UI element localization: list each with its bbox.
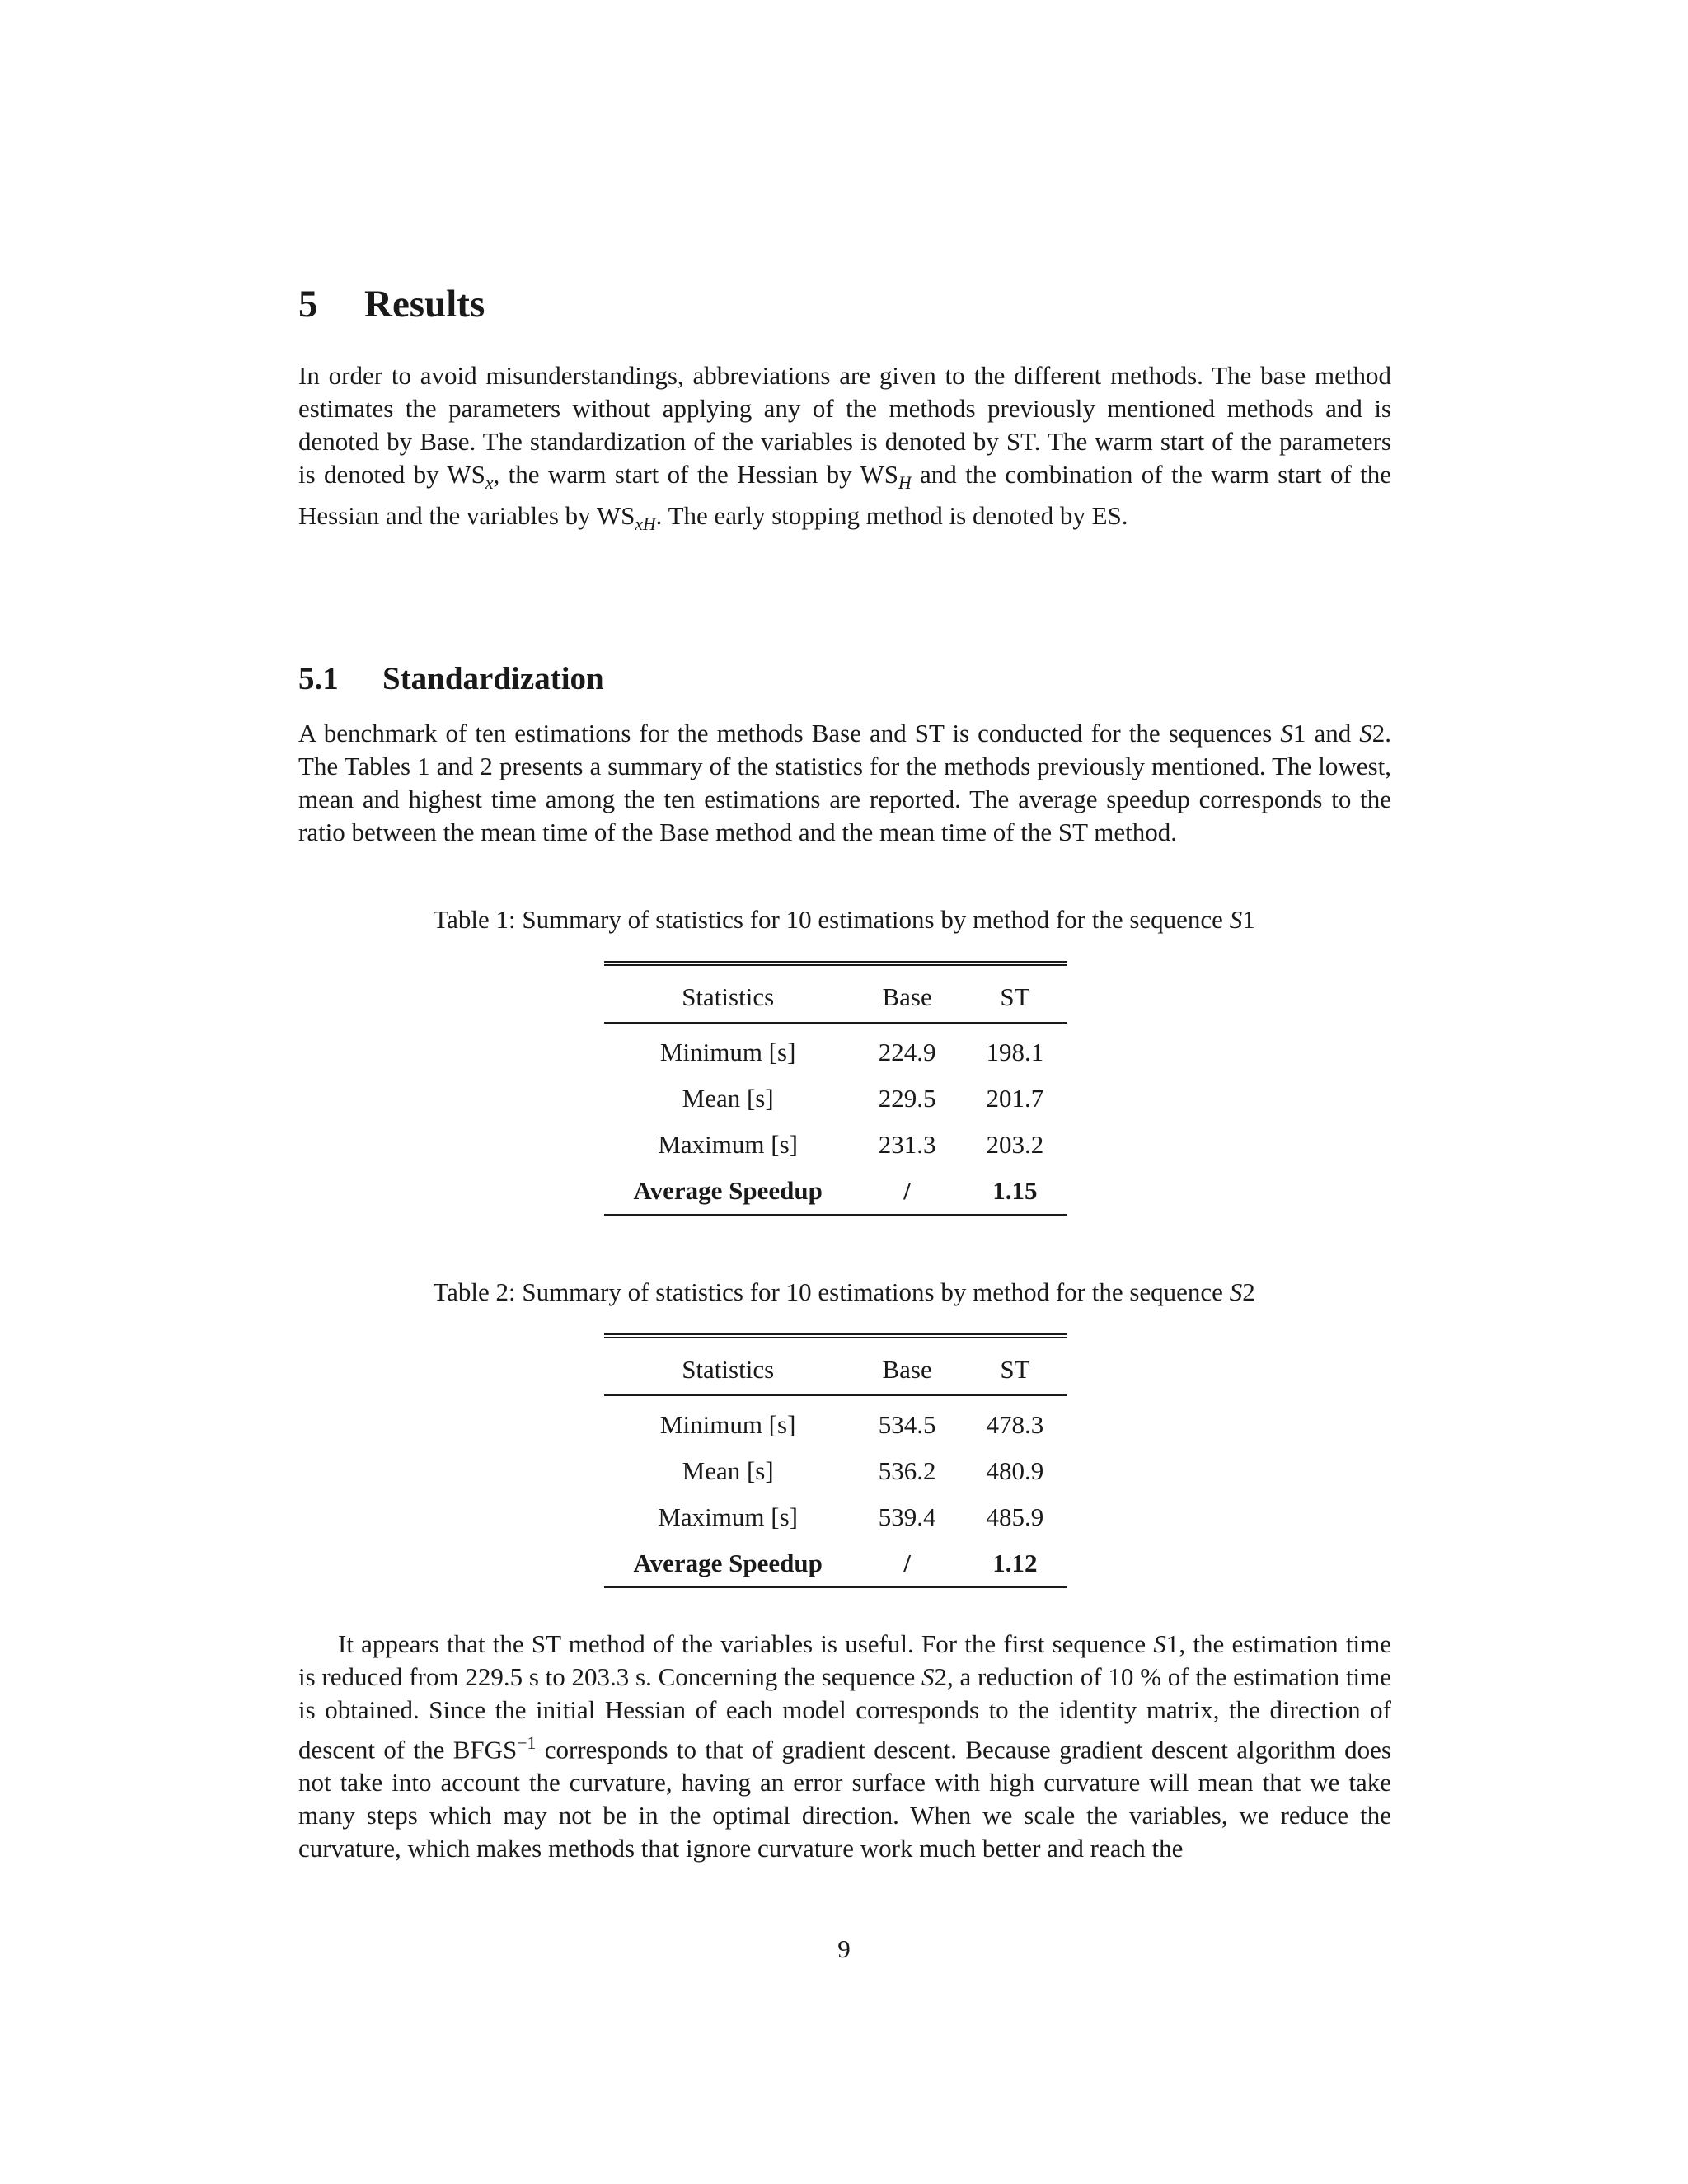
table2-cell-mean-base: 536.2 [878, 1456, 936, 1485]
table1-header-statistics: Statistics [604, 963, 851, 1023]
intro-paragraph [298, 359, 1391, 541]
benchmark-paragraph [298, 717, 1391, 849]
discussion-paragraph [298, 1628, 1391, 1865]
p3-var-s2: S [921, 1662, 935, 1691]
p2-text-c: . The Tables 1 and 2 presents a summary of the statistics for the methods previously mentioned. The lowest, mean and highest time among the ten estimations are reported. The average speedup corresponds to the ratio between the mean time of the Base method and the mean time of the ST method. [298, 719, 1391, 846]
p3-num-s2: 2 [934, 1662, 947, 1691]
p3-text-a: It appears that the ST method of the variables is useful. For the first sequence [338, 1629, 1154, 1658]
table2-cell-maximum-st: 485.9 [986, 1502, 1044, 1531]
p2-num-s1: 1 [1292, 719, 1306, 748]
table1-cell-minimum-st: 198.1 [986, 1038, 1044, 1066]
page-number: 9 [837, 1934, 851, 1963]
table1-caption-num: 1 [1242, 905, 1255, 934]
table2-caption-num: 2 [1242, 1277, 1255, 1306]
section-title: Results [364, 283, 485, 326]
table1-cell-speedup-label: Average Speedup [604, 1168, 851, 1215]
table2 [604, 1333, 1067, 1588]
p3-text-d: corresponds to that of gradient descent. Because gradient descent algorithm does not take into account the curvature, having an error surface with high curvature will mean that we take many steps which may not be in the optimal direction. When we scale the variables, we reduce the curvature, which makes methods that ignore curvature work much better and reach the [298, 1735, 1391, 1863]
table1-cell-speedup-base: / [851, 1168, 963, 1215]
intro-text-b: , the warm start of the Hessian by WS [493, 460, 898, 489]
table2-cell-mean-label: Mean [s] [682, 1456, 774, 1485]
subsection-heading [298, 663, 604, 695]
table1-header-row [604, 963, 1067, 1023]
table1-caption-text: Table 1: Summary of statistics for 10 estimations by method for the sequence [433, 905, 1230, 934]
intro-sub-xh: xH [635, 514, 656, 535]
intro-sub-x: x [485, 473, 494, 494]
intro-text-c: and the combination of the warm start of the Hessian and the variables by WS [298, 460, 1392, 531]
subsection-title: Standardization [382, 661, 604, 696]
table1-caption-var: S [1229, 905, 1243, 934]
table-row [604, 1023, 1067, 1076]
table2-cell-minimum-label: Minimum [s] [659, 1410, 796, 1439]
table2-cell-minimum-base: 534.5 [878, 1410, 936, 1439]
table1-cell-maximum-base: 231.3 [878, 1130, 936, 1159]
table2-header-statistics: Statistics [604, 1336, 851, 1395]
p3-sup-inverse: −1 [517, 1733, 537, 1753]
table1-caption [0, 903, 1688, 936]
table1-header-base: Base [851, 963, 963, 1023]
table-row [604, 1395, 1067, 1448]
p3-text-b: , the estimation time is reduced from 229.5 s to 203.3 s. Concerning the sequence [298, 1629, 1391, 1691]
table2-cell-speedup-base: / [851, 1540, 963, 1587]
table2-cell-maximum-base: 539.4 [878, 1502, 936, 1531]
subsection-number: 5.1 [298, 661, 339, 696]
table2-cell-speedup-st: 1.12 [963, 1540, 1067, 1587]
p2-var-s2: S [1359, 719, 1372, 748]
table2-cell-mean-st: 480.9 [986, 1456, 1044, 1485]
section-heading [298, 285, 485, 324]
intro-text-a: In order to avoid misunderstandings, abbreviations are given to the different methods. The base method estimates the parameters without applying any of the methods previously mentioned methods and is denoted by Base. The standardization of the variables is denoted by ST. The warm start of the parameters is denoted by WS [298, 361, 1391, 489]
p2-text-a: A benchmark of ten estimations for the methods Base and ST is conducted for the sequences [298, 719, 1281, 748]
table1-cell-speedup-st: 1.15 [963, 1168, 1067, 1215]
table1 [604, 961, 1067, 1216]
p3-num-s1: 1 [1165, 1629, 1179, 1658]
table2-caption-var: S [1229, 1277, 1243, 1306]
p2-num-s2: 2 [1372, 719, 1386, 748]
p2-var-s1: S [1280, 719, 1293, 748]
p3-text-c: , a reduction of 10 % of the estimation time is obtained. Since the initial Hessian of each model corresponds to the identity matrix, the direction of descent of the BFGS [298, 1662, 1391, 1765]
table2-caption-text: Table 2: Summary of statistics for 10 estimations by method for the sequence [433, 1277, 1230, 1306]
table-row [604, 1168, 1067, 1215]
table1-cell-mean-label: Mean [s] [682, 1084, 774, 1113]
table-row [604, 1448, 1067, 1494]
table1-cell-mean-st: 201.7 [986, 1084, 1044, 1113]
table1-cell-minimum-base: 224.9 [878, 1038, 936, 1066]
table1-cell-maximum-st: 203.2 [986, 1130, 1044, 1159]
table1-header-st: ST [963, 963, 1067, 1023]
table2-header-st: ST [963, 1336, 1067, 1395]
table1-cell-maximum-label: Maximum [s] [658, 1130, 798, 1159]
p3-var-s1: S [1153, 1629, 1166, 1658]
table2-caption [0, 1276, 1688, 1309]
table-row [604, 1122, 1067, 1168]
table1-cell-mean-base: 229.5 [878, 1084, 936, 1113]
table2-cell-speedup-label: Average Speedup [604, 1540, 851, 1587]
table2-cell-maximum-label: Maximum [s] [658, 1502, 798, 1531]
p2-text-b: and [1306, 719, 1360, 748]
intro-text-d: . The early stopping method is denoted by ES. [655, 501, 1128, 531]
table-row [604, 1494, 1067, 1540]
table-row [604, 1540, 1067, 1587]
table-row [604, 1076, 1067, 1122]
table2-cell-minimum-st: 478.3 [986, 1410, 1044, 1439]
table1-cell-minimum-label: Minimum [s] [659, 1038, 796, 1066]
section-number: 5 [298, 283, 318, 326]
table2-header-row [604, 1336, 1067, 1395]
intro-sub-h: H [898, 473, 912, 494]
table2-header-base: Base [851, 1336, 963, 1395]
